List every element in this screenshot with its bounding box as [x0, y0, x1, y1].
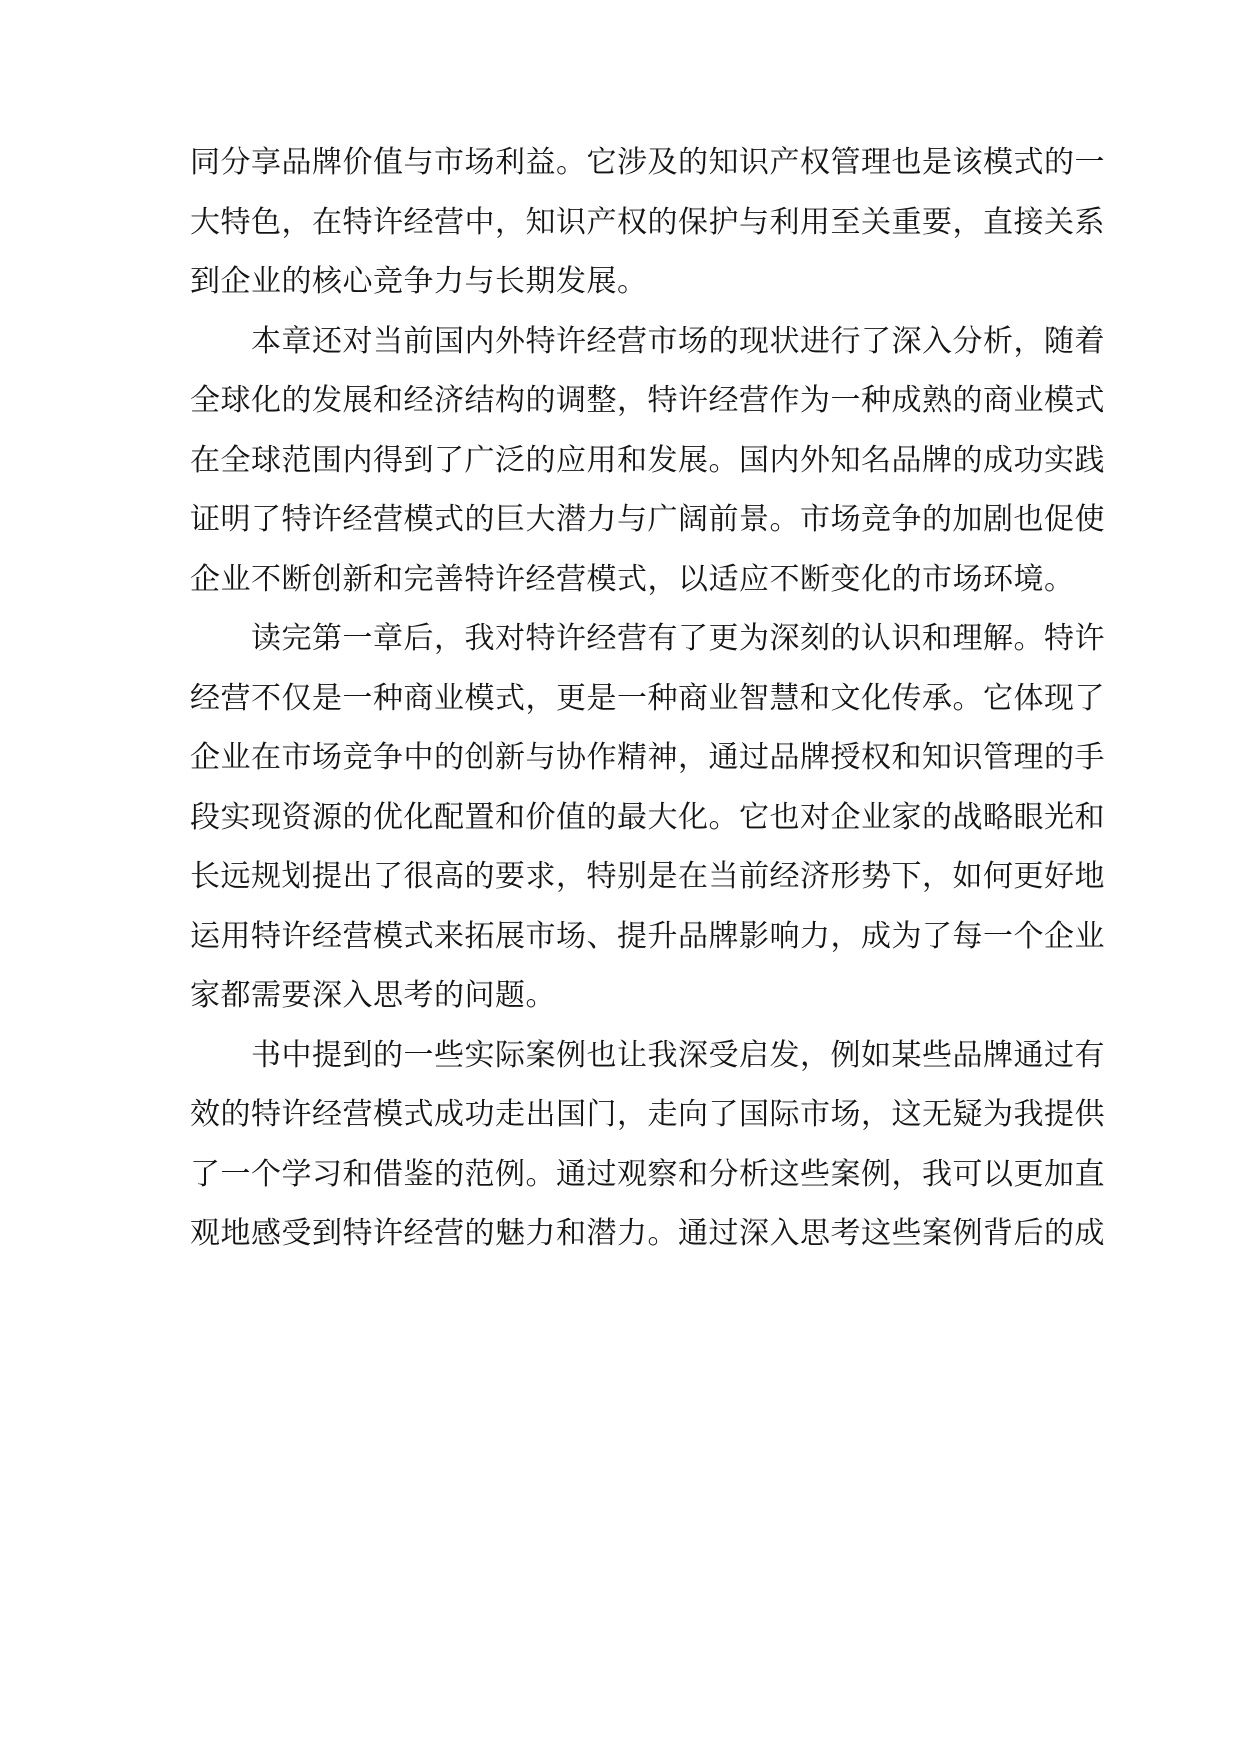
text-line: 家都需要深入思考的问题。	[190, 978, 556, 1013]
text-line: 读完第一章后，我对特许经营有了更为深刻的认识和理解。特许	[190, 621, 1105, 656]
text-line: 长远规划提出了很高的要求，特别是在当前经济形势下，如何更好地	[190, 859, 1105, 894]
text-line: 书中提到的一些实际案例也让我深受启发，例如某些品牌通过有	[190, 1037, 1105, 1073]
text-line: 证明了特许经营模式的巨大潜力与广阔前景。市场竞争的加剧也促使	[190, 502, 1105, 537]
text-line: 效的特许经营模式成功走出国门，走向了国际市场，这无疑为我提供	[190, 1097, 1105, 1132]
text-line: 段实现资源的优化配置和价值的最大化。它也对企业家的战略眼光和	[190, 799, 1105, 835]
paragraph-1	[190, 133, 1105, 312]
text-line: 在全球范围内得到了广泛的应用和发展。国内外知名品牌的成功实践	[190, 442, 1105, 478]
text-line: 到企业的核心竞争力与长期发展。	[190, 264, 648, 299]
text-line: 观地感受到特许经营的魅力和潜力。通过深入思考这些案例背后的成	[190, 1216, 1105, 1251]
text-line: 同分享品牌价值与市场利益。它涉及的知识产权管理也是该模式的一	[190, 145, 1105, 180]
text-line: 企业在市场竞争中的创新与协作精神，通过品牌授权和知识管理的手	[190, 740, 1105, 775]
paragraph-3	[190, 609, 1105, 1026]
paragraph-2	[190, 312, 1105, 610]
text-line: 企业不断创新和完善特许经营模式，以适应不断变化的市场环境。	[190, 561, 1075, 597]
text-line: 运用特许经营模式来拓展市场、提升品牌影响力，成为了每一个企业	[190, 918, 1105, 954]
text-line: 本章还对当前国内外特许经营市场的现状进行了深入分析，随着	[190, 323, 1105, 359]
text-line: 大特色，在特许经营中，知识产权的保护与利用至关重要，直接关系	[190, 204, 1105, 240]
paragraph-4	[190, 1026, 1105, 1264]
text-line: 经营不仅是一种商业模式，更是一种商业智慧和文化传承。它体现了	[190, 680, 1105, 716]
text-line: 了一个学习和借鉴的范例。通过观察和分析这些案例，我可以更加直	[190, 1156, 1105, 1192]
body-text	[190, 133, 1105, 1264]
text-line: 全球化的发展和经济结构的调整，特许经营作为一种成熟的商业模式	[190, 383, 1105, 418]
